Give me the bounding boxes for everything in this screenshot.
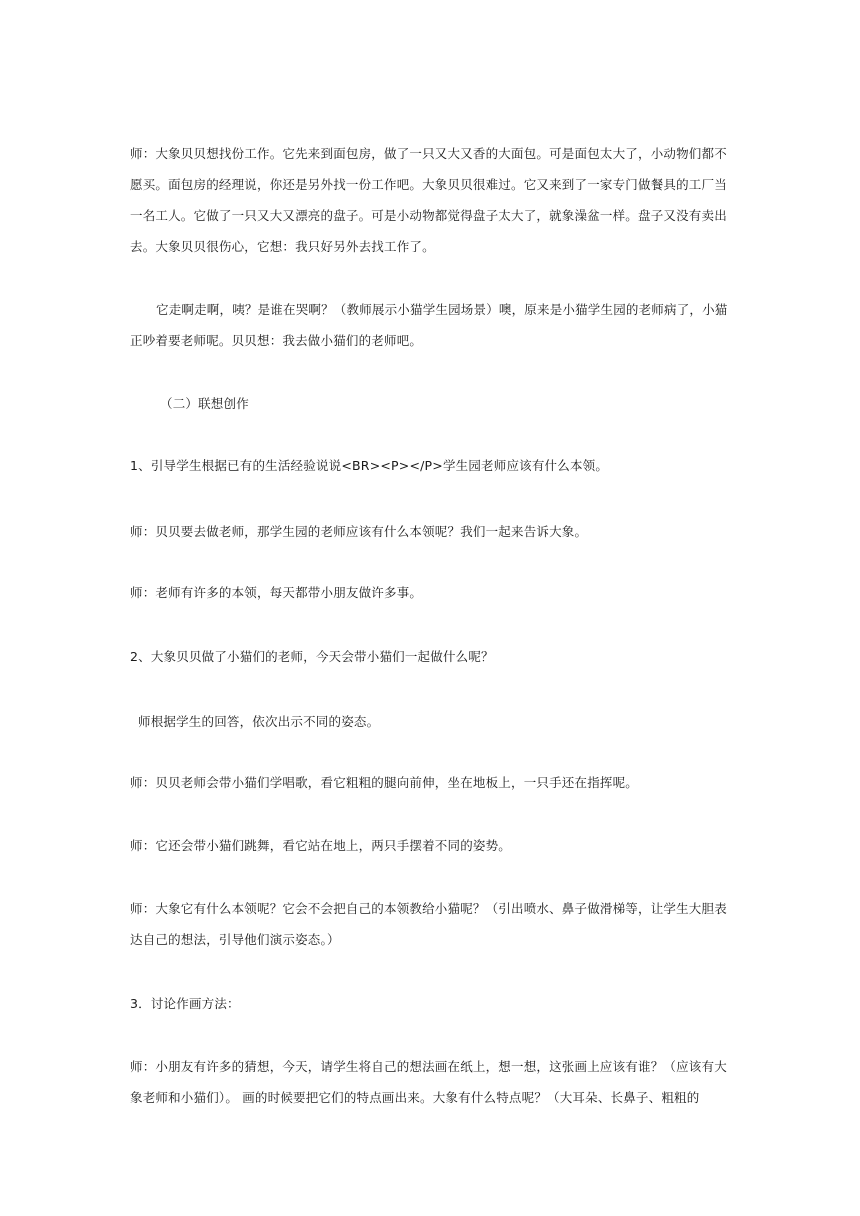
paragraph-kitten-kindergarten: 它走啊走啊，咦？是谁在哭啊？（教师展示小猫学生园场景）噢，原来是小猫学生园的老师病了，小猫正吵着要老师呢。贝贝想：我去做小猫们的老师吧。: [130, 302, 728, 348]
paragraph-teacher-many-skills: 师：老师有许多的本领，每天都带小朋友做许多事。: [130, 585, 423, 600]
step-3-heading: 3．讨论作画方法：: [130, 996, 240, 1011]
paragraph-elephant-skills: 师：大象它有什么本领呢？它会不会把自己的本领教给小猫呢？（引出喷水、鼻子做滑梯等，让学生大胆表达自己的想法，引导他们演示姿态。）: [130, 901, 727, 947]
paragraph-dancing: 师：它还会带小猫们跳舞，看它站在地上，两只手摆着不同的姿势。: [130, 838, 512, 853]
paragraph-singing: 师：贝贝老师会带小猫们学唱歌，看它粗粗的腿向前伸，坐在地板上，一只手还在指挥呢。: [130, 775, 639, 790]
paragraph-teacher-ability-question: 师：贝贝要去做老师，那学生园的老师应该有什么本领呢？我们一起来告诉大象。: [130, 524, 588, 539]
step-2-heading: 2、大象贝贝做了小猫们的老师，今天会带小猫们一起做什么呢？: [130, 649, 494, 664]
paragraph-story-intro: 师：大象贝贝想找份工作。它先来到面包房，做了一只又大又香的大面包。可是面包太大了，小动物们都不愿买。面包房的经理说，你还是另外找一份工作吧。大象贝贝很难过。它又来到了一家专门做餐具的工厂当一名工人。它做了一只又大又漂亮的盘子。可是小动物都觉得盘子太大了，就象澡盆一样。盘子又没有卖出去。大象贝贝很伤心，它想：我只好另外去找工作了。: [130, 146, 727, 254]
paragraph-drawing-method: 师：小朋友有许多的猜想，今天，请学生将自己的想法画在纸上，想一想，这张画上应该有谁？（应该有大象老师和小猫们）。 画的时候要把它们的特点画出来。大象有什么特点呢？（大耳朵、长鼻子、粗粗的: [130, 1059, 727, 1105]
paragraph-show-poses: 师根据学生的回答，依次出示不同的姿态。: [138, 714, 380, 729]
step-1-heading: 1、引导学生根据已有的生活经验说说<BR><P></P>学生园老师应该有什么本领。: [130, 458, 609, 473]
section-heading-association: （二）联想创作: [160, 396, 249, 411]
